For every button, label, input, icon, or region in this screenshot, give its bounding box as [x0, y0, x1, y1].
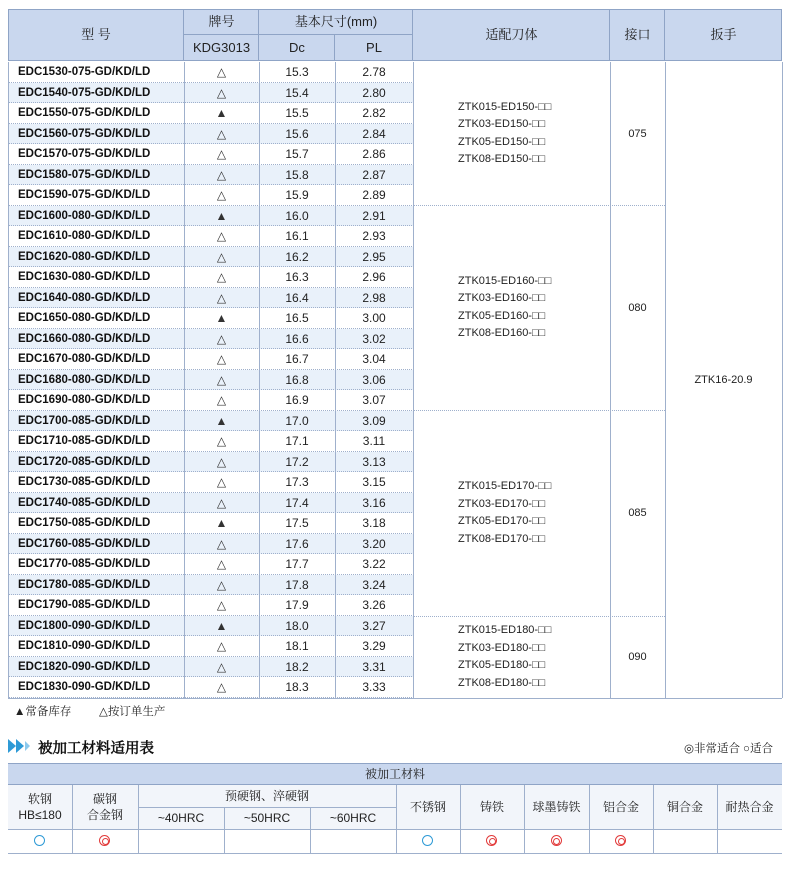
- pl-cell: 2.91: [362, 208, 386, 223]
- pl-cell: 2.84: [362, 126, 386, 141]
- table-row: [8, 288, 414, 309]
- pl-cell: 3.33: [362, 680, 386, 694]
- mat-grid-v3: [310, 807, 311, 853]
- grade-mark: △: [216, 229, 227, 243]
- header-holder: 适配刀体: [485, 27, 538, 42]
- interface-090: 090: [628, 651, 647, 663]
- very-suitable-icon: [99, 835, 110, 846]
- table-row: [8, 165, 414, 186]
- grid-dc-right: [335, 62, 336, 698]
- holder-item: ZTK03-ED170-□□: [458, 497, 546, 510]
- header-pl: PL: [366, 40, 382, 55]
- grid-bottom: [8, 698, 782, 699]
- model-cell: EDC1570-075-GD/KD/LD: [18, 148, 151, 160]
- model-cell: EDC1770-085-GD/KD/LD: [18, 558, 151, 570]
- model-cell: EDC1830-090-GD/KD/LD: [18, 681, 151, 693]
- pl-cell: 2.87: [362, 167, 386, 182]
- holder-item: ZTK03-ED160-□□: [458, 292, 546, 304]
- table-row: [8, 267, 414, 288]
- pl-cell: 2.93: [362, 229, 386, 243]
- mat-hrc40: ~40HRC: [157, 811, 205, 825]
- model-cell: EDC1550-075-GD/KD/LD: [18, 107, 151, 119]
- mat-grid-v9: [717, 785, 718, 853]
- dc-cell: 16.4: [285, 290, 309, 305]
- table-row: [8, 616, 414, 637]
- pl-cell: 3.29: [362, 639, 386, 653]
- table-row: [8, 370, 414, 391]
- grade-mark: △: [216, 577, 227, 592]
- model-cell: EDC1560-075-GD/KD/LD: [18, 127, 151, 140]
- grade-mark: △: [216, 126, 227, 141]
- dc-cell: 17.5: [285, 516, 309, 530]
- holder-item: ZTK08-ED180-□□: [458, 676, 546, 689]
- holder-group-080: [458, 205, 608, 410]
- table-row: [8, 636, 414, 657]
- table-row: [8, 595, 414, 616]
- suitable-icon: [34, 835, 45, 846]
- dc-cell: 15.5: [285, 106, 309, 120]
- grade-mark: △: [216, 393, 227, 407]
- mat-grid-h2: [8, 829, 782, 830]
- header-interface: 接口: [624, 27, 651, 42]
- mat-heat-resistant: 耐热合金: [725, 800, 774, 814]
- holder-item: ZTK015-ED150-□□: [458, 100, 552, 113]
- grid-pl-right: [413, 62, 414, 698]
- grade-mark: ▲: [215, 106, 228, 120]
- grade-mark: △: [216, 495, 227, 510]
- mat-aluminum: 铝合金: [602, 800, 639, 814]
- model-cell: EDC1730-085-GD/KD/LD: [18, 476, 151, 488]
- pl-cell: 3.26: [362, 598, 386, 612]
- table-row: [8, 247, 414, 268]
- grade-mark: ▲: [215, 618, 228, 633]
- pl-cell: 2.96: [362, 270, 386, 284]
- dc-cell: 16.6: [285, 331, 309, 346]
- dc-cell: 17.0: [285, 413, 309, 428]
- pl-cell: 3.24: [362, 577, 386, 592]
- dc-cell: 18.3: [285, 680, 309, 694]
- grade-mark: △: [216, 372, 227, 387]
- dc-cell: 16.5: [285, 311, 309, 325]
- mat-grid-v4: [396, 785, 397, 853]
- grade-mark: △: [216, 290, 227, 305]
- pl-cell: 3.22: [362, 557, 386, 571]
- grade-mark: △: [216, 598, 227, 612]
- table-row: [8, 124, 414, 145]
- table-row: [8, 452, 414, 473]
- mat-hrc60: ~60HRC: [329, 811, 377, 825]
- very-suitable-icon: [615, 835, 626, 846]
- header-wrench: 扳手: [710, 27, 737, 42]
- model-cell: EDC1780-085-GD/KD/LD: [18, 578, 151, 591]
- mat-grid-v5: [460, 785, 461, 853]
- pl-cell: 3.06: [362, 372, 386, 387]
- pl-cell: 3.16: [362, 495, 386, 510]
- interface-075: 075: [628, 127, 647, 140]
- holder-item: ZTK05-ED170-□□: [458, 515, 546, 527]
- table-row: [8, 472, 414, 493]
- table-row: [8, 513, 414, 534]
- pl-cell: 3.00: [362, 311, 386, 325]
- model-cell: EDC1630-080-GD/KD/LD: [18, 271, 151, 283]
- table-row: [8, 308, 414, 329]
- pl-cell: 3.18: [362, 516, 386, 530]
- model-cell: EDC1650-080-GD/KD/LD: [18, 312, 151, 324]
- mat-stainless: 不锈钢: [409, 800, 446, 814]
- grade-mark: △: [216, 331, 227, 346]
- grade-mark: △: [216, 167, 227, 182]
- pl-cell: 2.95: [362, 249, 386, 264]
- table-row: [8, 329, 414, 350]
- grade-mark: △: [216, 352, 227, 366]
- suitable-icon: [422, 835, 433, 846]
- model-cell: EDC1820-090-GD/KD/LD: [18, 660, 151, 673]
- wrench-value: ZTK16-20.9: [694, 374, 753, 386]
- grade-mark: △: [216, 434, 227, 448]
- holder-item: ZTK03-ED180-□□: [458, 641, 546, 654]
- legend-stock: ▲常备库存: [14, 706, 72, 718]
- pl-cell: 3.02: [362, 331, 386, 346]
- dc-cell: 15.8: [285, 167, 309, 182]
- holder-group-075: [458, 62, 608, 205]
- pl-cell: 3.13: [362, 454, 386, 469]
- grade-mark: △: [216, 65, 227, 79]
- dc-cell: 17.8: [285, 577, 309, 592]
- mat-copper: 铜合金: [666, 800, 703, 814]
- dc-cell: 15.6: [285, 126, 309, 141]
- model-cell: EDC1740-085-GD/KD/LD: [18, 496, 151, 509]
- holder-item: ZTK05-ED150-□□: [458, 135, 546, 148]
- header-grade-group: 牌号: [208, 14, 235, 29]
- header-dims: 基本尺寸(mm): [294, 14, 378, 29]
- interface-085: 085: [628, 507, 647, 519]
- grade-mark: △: [216, 536, 227, 551]
- dc-cell: 15.4: [285, 85, 309, 100]
- key-very-suitable: ◎非常适合: [684, 743, 741, 755]
- dc-cell: 17.2: [285, 454, 309, 469]
- dc-cell: 15.7: [285, 147, 309, 161]
- pl-cell: 2.78: [362, 65, 386, 79]
- holder-item: ZTK03-ED150-□□: [458, 118, 546, 130]
- pl-cell: 3.09: [362, 413, 386, 428]
- table-row: [8, 144, 414, 165]
- holder-item: ZTK015-ED180-□□: [458, 624, 552, 636]
- header-left-border: [8, 9, 9, 61]
- model-cell: EDC1580-075-GD/KD/LD: [18, 168, 151, 181]
- model-cell: EDC1720-085-GD/KD/LD: [18, 455, 151, 468]
- model-cell: EDC1710-085-GD/KD/LD: [18, 435, 151, 447]
- dc-cell: 17.4: [285, 495, 309, 510]
- model-cell: EDC1530-075-GD/KD/LD: [18, 66, 151, 78]
- holder-item: ZTK08-ED150-□□: [458, 153, 546, 165]
- very-suitable-icon: [551, 835, 562, 846]
- pl-cell: 3.07: [362, 393, 386, 407]
- grade-mark: ▲: [215, 208, 228, 223]
- model-cell: EDC1610-080-GD/KD/LD: [18, 230, 151, 242]
- grade-mark: ▲: [215, 311, 228, 325]
- dc-cell: 16.1: [285, 229, 309, 243]
- header-grade: KDG3013: [192, 40, 251, 55]
- pl-cell: 2.89: [362, 188, 386, 202]
- header-model: 型 号: [81, 27, 111, 42]
- holder-item: ZTK08-ED160-□□: [458, 327, 546, 339]
- model-cell: EDC1640-080-GD/KD/LD: [18, 291, 151, 304]
- dc-cell: 18.2: [285, 659, 309, 674]
- holder-item: ZTK05-ED160-□□: [458, 309, 546, 322]
- grid-left: [8, 62, 9, 698]
- model-cell: EDC1670-080-GD/KD/LD: [18, 353, 151, 365]
- grade-mark: △: [216, 475, 227, 489]
- table-row: [8, 657, 414, 678]
- mat-carbon-steel: 碳钢 合金钢: [86, 792, 123, 822]
- table-row: [8, 103, 414, 124]
- mat-grid-h3: [8, 853, 782, 854]
- model-cell: EDC1600-080-GD/KD/LD: [18, 209, 151, 222]
- arrow-icon: [8, 737, 34, 760]
- model-cell: EDC1540-075-GD/KD/LD: [18, 86, 151, 99]
- dc-cell: 18.1: [285, 639, 309, 653]
- table-row: [8, 62, 414, 83]
- table-row: [8, 206, 414, 227]
- mat-grid-v7: [589, 785, 590, 853]
- dc-cell: 17.1: [285, 434, 309, 448]
- table-row: [8, 411, 414, 432]
- grade-mark: △: [216, 680, 227, 694]
- pl-cell: 3.20: [362, 536, 386, 551]
- pl-cell: 3.15: [362, 475, 386, 489]
- dc-cell: 15.9: [285, 188, 309, 202]
- mat-grid-h1: [138, 807, 396, 808]
- grid-model-right: [184, 62, 185, 698]
- materials-table-title: 被加工材料: [364, 767, 425, 781]
- grade-mark: ▲: [215, 516, 228, 530]
- mat-ductile-iron: 球墨铸铁: [532, 800, 581, 814]
- header-dc: Dc: [289, 40, 305, 55]
- grade-mark: ▲: [215, 413, 228, 428]
- dc-cell: 17.7: [285, 557, 309, 571]
- pl-cell: 3.31: [362, 659, 386, 674]
- grade-mark: △: [216, 659, 227, 674]
- holder-group-090: [458, 616, 608, 698]
- mat-grid-v1: [138, 785, 139, 853]
- grid-grade-right: [259, 62, 260, 698]
- model-cell: EDC1790-085-GD/KD/LD: [18, 599, 151, 611]
- pl-cell: 2.80: [362, 85, 386, 100]
- grade-mark: △: [216, 85, 227, 100]
- model-cell: EDC1590-075-GD/KD/LD: [18, 189, 151, 201]
- grade-mark: △: [216, 639, 227, 653]
- model-cell: EDC1660-080-GD/KD/LD: [18, 332, 151, 345]
- table-row: [8, 390, 414, 411]
- pl-cell: 2.98: [362, 290, 386, 305]
- table-row: [8, 677, 414, 698]
- materials-key: [684, 740, 773, 756]
- mat-hrc50: ~50HRC: [243, 811, 291, 825]
- dc-cell: 16.2: [285, 249, 309, 264]
- table-row: [8, 431, 414, 452]
- pl-cell: 3.04: [362, 352, 386, 366]
- model-cell: EDC1810-090-GD/KD/LD: [18, 640, 151, 652]
- model-cell: EDC1750-085-GD/KD/LD: [18, 517, 151, 529]
- mat-cast-iron: 铸铁: [479, 800, 504, 814]
- header-top-border: [8, 9, 782, 10]
- dc-cell: 15.3: [285, 65, 309, 79]
- dc-cell: 18.0: [285, 618, 309, 633]
- mat-grid-v8: [653, 785, 654, 853]
- mat-grid-v6: [524, 785, 525, 853]
- dc-cell: 16.8: [285, 372, 309, 387]
- model-cell: EDC1690-080-GD/KD/LD: [18, 394, 151, 406]
- holder-item: ZTK015-ED160-□□: [458, 274, 552, 287]
- dc-cell: 17.9: [285, 598, 309, 612]
- table-row: [8, 185, 414, 206]
- table-row: [8, 226, 414, 247]
- pl-cell: 2.82: [362, 106, 386, 120]
- key-suitable: ○适合: [743, 743, 773, 755]
- grade-mark: △: [216, 249, 227, 264]
- dc-cell: 16.0: [285, 208, 309, 223]
- model-cell: EDC1760-085-GD/KD/LD: [18, 537, 151, 550]
- mat-grid-v0: [72, 785, 73, 853]
- legend-order: △按订单生产: [99, 706, 166, 718]
- table-row: [8, 575, 414, 596]
- mat-grid-v2: [224, 807, 225, 853]
- materials-section-title: 被加工材料适用表: [38, 741, 154, 757]
- mat-hardened: 预硬钢、淬硬钢: [224, 789, 309, 803]
- pl-cell: 2.86: [362, 147, 386, 161]
- model-cell: EDC1680-080-GD/KD/LD: [18, 373, 151, 386]
- table-row: [8, 493, 414, 514]
- grade-mark: △: [216, 454, 227, 469]
- table-row: [8, 83, 414, 104]
- dc-cell: 17.3: [285, 475, 309, 489]
- very-suitable-icon: [486, 835, 497, 846]
- grade-mark: △: [216, 188, 227, 202]
- model-cell: EDC1620-080-GD/KD/LD: [18, 250, 151, 263]
- holder-group-085: [458, 410, 608, 616]
- grade-mark: △: [216, 147, 227, 161]
- grade-mark: △: [216, 557, 227, 571]
- grid-right: [782, 62, 783, 698]
- table-row: [8, 534, 414, 555]
- holder-item: ZTK08-ED170-□□: [458, 532, 546, 545]
- pl-cell: 3.27: [362, 618, 386, 633]
- dc-cell: 16.9: [285, 393, 309, 407]
- model-cell: EDC1700-085-GD/KD/LD: [18, 414, 151, 427]
- mat-soft-steel: 软钢 HB≤180: [18, 792, 62, 822]
- dc-cell: 17.6: [285, 536, 309, 551]
- table-row: [8, 349, 414, 370]
- model-cell: EDC1800-090-GD/KD/LD: [18, 619, 151, 632]
- pl-cell: 3.11: [362, 434, 386, 448]
- table-row: [8, 554, 414, 575]
- holder-item: ZTK05-ED180-□□: [458, 659, 546, 671]
- interface-080: 080: [628, 301, 647, 314]
- dc-cell: 16.3: [285, 270, 309, 284]
- holder-item: ZTK015-ED170-□□: [458, 480, 552, 492]
- grade-mark: △: [216, 270, 227, 284]
- dc-cell: 16.7: [285, 352, 309, 366]
